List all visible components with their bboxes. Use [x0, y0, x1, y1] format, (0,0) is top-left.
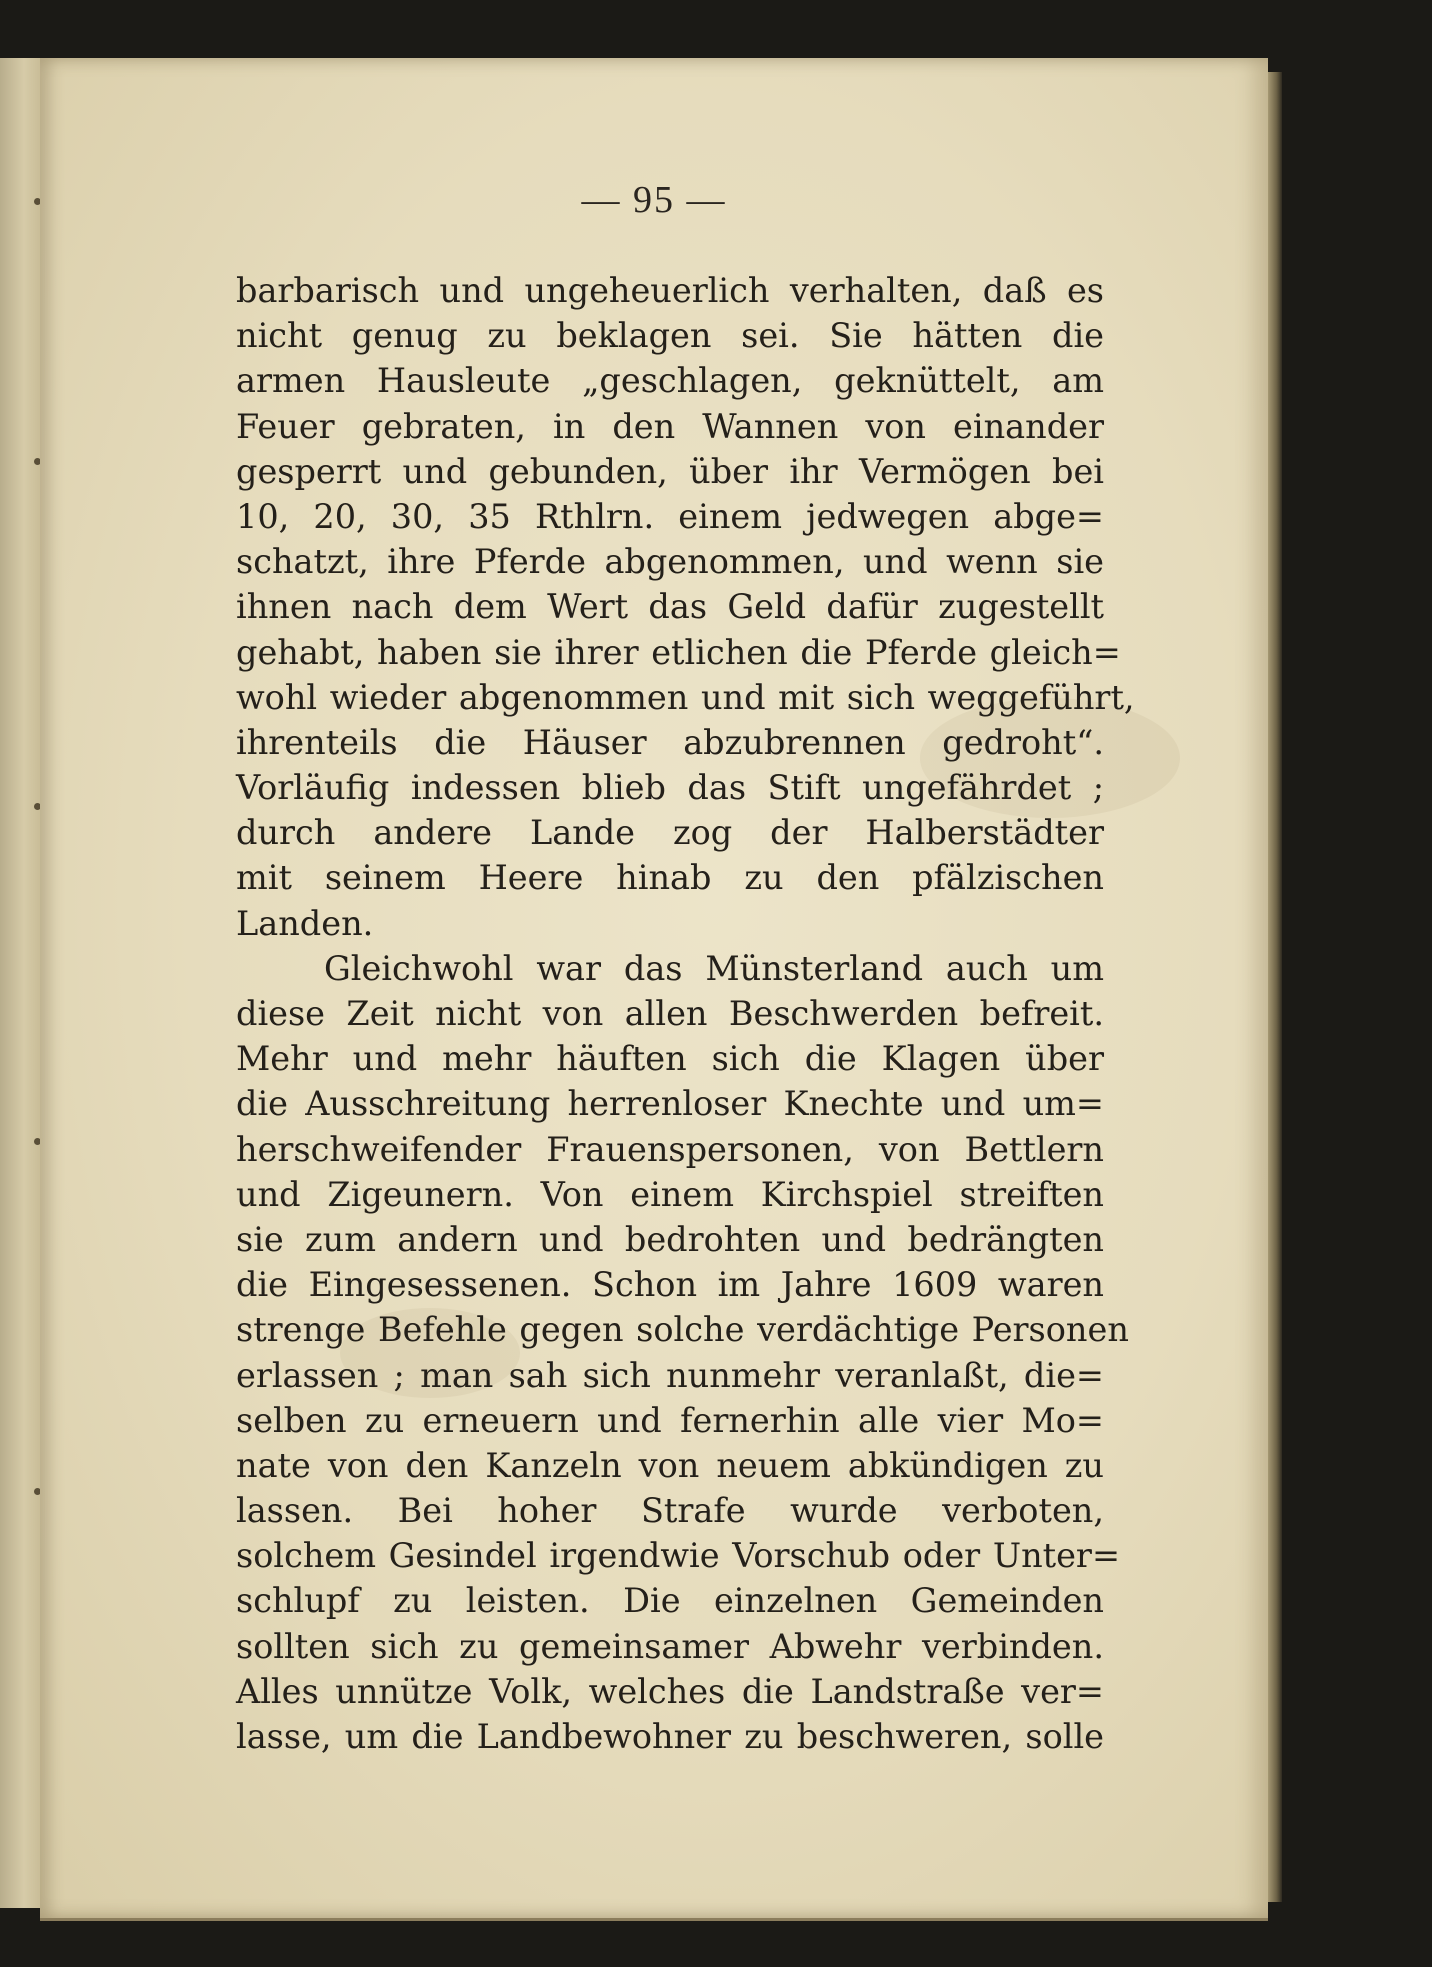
- text-line: nicht genug zu beklagen sei. Sie hätten die: [236, 316, 1104, 356]
- text-line: mit seinem Heere hinab zu den pfälzischen: [236, 858, 1104, 898]
- text-line: selben zu erneuern und fernerhin alle vier Mo=: [236, 1400, 1104, 1440]
- text-line: schlupf zu leisten. Die einzelnen Gemeinden: [236, 1581, 1104, 1621]
- page-number-header: — 95 —: [581, 179, 727, 221]
- text-line: Vorläufig indessen blieb das Stift ungefährdet ;: [236, 768, 1104, 808]
- text-line: Alles unnütze Volk, welches die Landstraße ver=: [236, 1671, 1104, 1711]
- text-line: erlassen ; man sah sich nunmehr veranlaßt, die=: [236, 1355, 1104, 1395]
- text-line: diese Zeit nicht von allen Beschwerden befreit.: [236, 994, 1104, 1033]
- text-line: gehabt, haben sie ihrer etlichen die Pferde gleich=: [236, 632, 1121, 672]
- page-edge-shadow: [1268, 72, 1282, 1902]
- text-line: ihrenteils die Häuser abzubrennen gedroht“.: [236, 722, 1104, 762]
- text-line: die Eingesessenen. Schon im Jahre 1609 waren: [236, 1265, 1104, 1305]
- text-line: armen Hausleute „geschlagen, geknüttelt, am: [236, 361, 1104, 401]
- text-line: strenge Befehle gegen solche verdächtige Personen: [236, 1310, 1129, 1350]
- paragraph-start-line: Gleichwohl war das Münsterland auch um: [324, 948, 1104, 988]
- text-line: sie zum andern und bedrohten und bedrängten: [236, 1219, 1104, 1259]
- text-line: sollten sich zu gemeinsamer Abwehr verbinden.: [236, 1626, 1104, 1666]
- text-line: herschweifender Frauenspersonen, von Bettlern: [236, 1129, 1104, 1169]
- text-line: lasse, um die Landbewohner zu beschweren, solle: [236, 1717, 1104, 1756]
- text-line: die Ausschreitung herrenloser Knechte und um=: [236, 1084, 1104, 1124]
- text-line: gesperrt und gebunden, über ihr Vermögen bei: [236, 451, 1104, 491]
- text-line: wohl wieder abgenommen und mit sich weggeführt,: [236, 677, 1135, 717]
- text-line: solchem Gesindel irgendwie Vorschub oder Unter=: [236, 1536, 1121, 1576]
- text-line: nate von den Kanzeln von neuem abkündigen zu: [236, 1445, 1104, 1485]
- text-line: Mehr und mehr häuften sich die Klagen über: [236, 1039, 1104, 1079]
- text-line: 10, 20, 30, 35 Rthlrn. einem jedwegen abge=: [236, 496, 1104, 536]
- body-text: [236, 268, 1135, 1759]
- text-line: barbarisch und ungeheuerlich verhalten, daß es: [236, 271, 1104, 310]
- text-line: durch andere Lande zog der Halberstädter: [236, 813, 1104, 853]
- text-line: Feuer gebraten, in den Wannen von einander: [236, 406, 1104, 446]
- facing-page-edge: [0, 58, 40, 1908]
- text-line: Landen.: [236, 903, 374, 943]
- text-line: lassen. Bei hoher Strafe wurde verboten,: [236, 1491, 1104, 1531]
- text-line: und Zigeunern. Von einem Kirchspiel streiften: [236, 1174, 1104, 1214]
- text-line: ihnen nach dem Wert das Geld dafür zugestellt: [236, 587, 1104, 627]
- text-line: schatzt, ihre Pferde abgenommen, und wenn sie: [236, 542, 1104, 582]
